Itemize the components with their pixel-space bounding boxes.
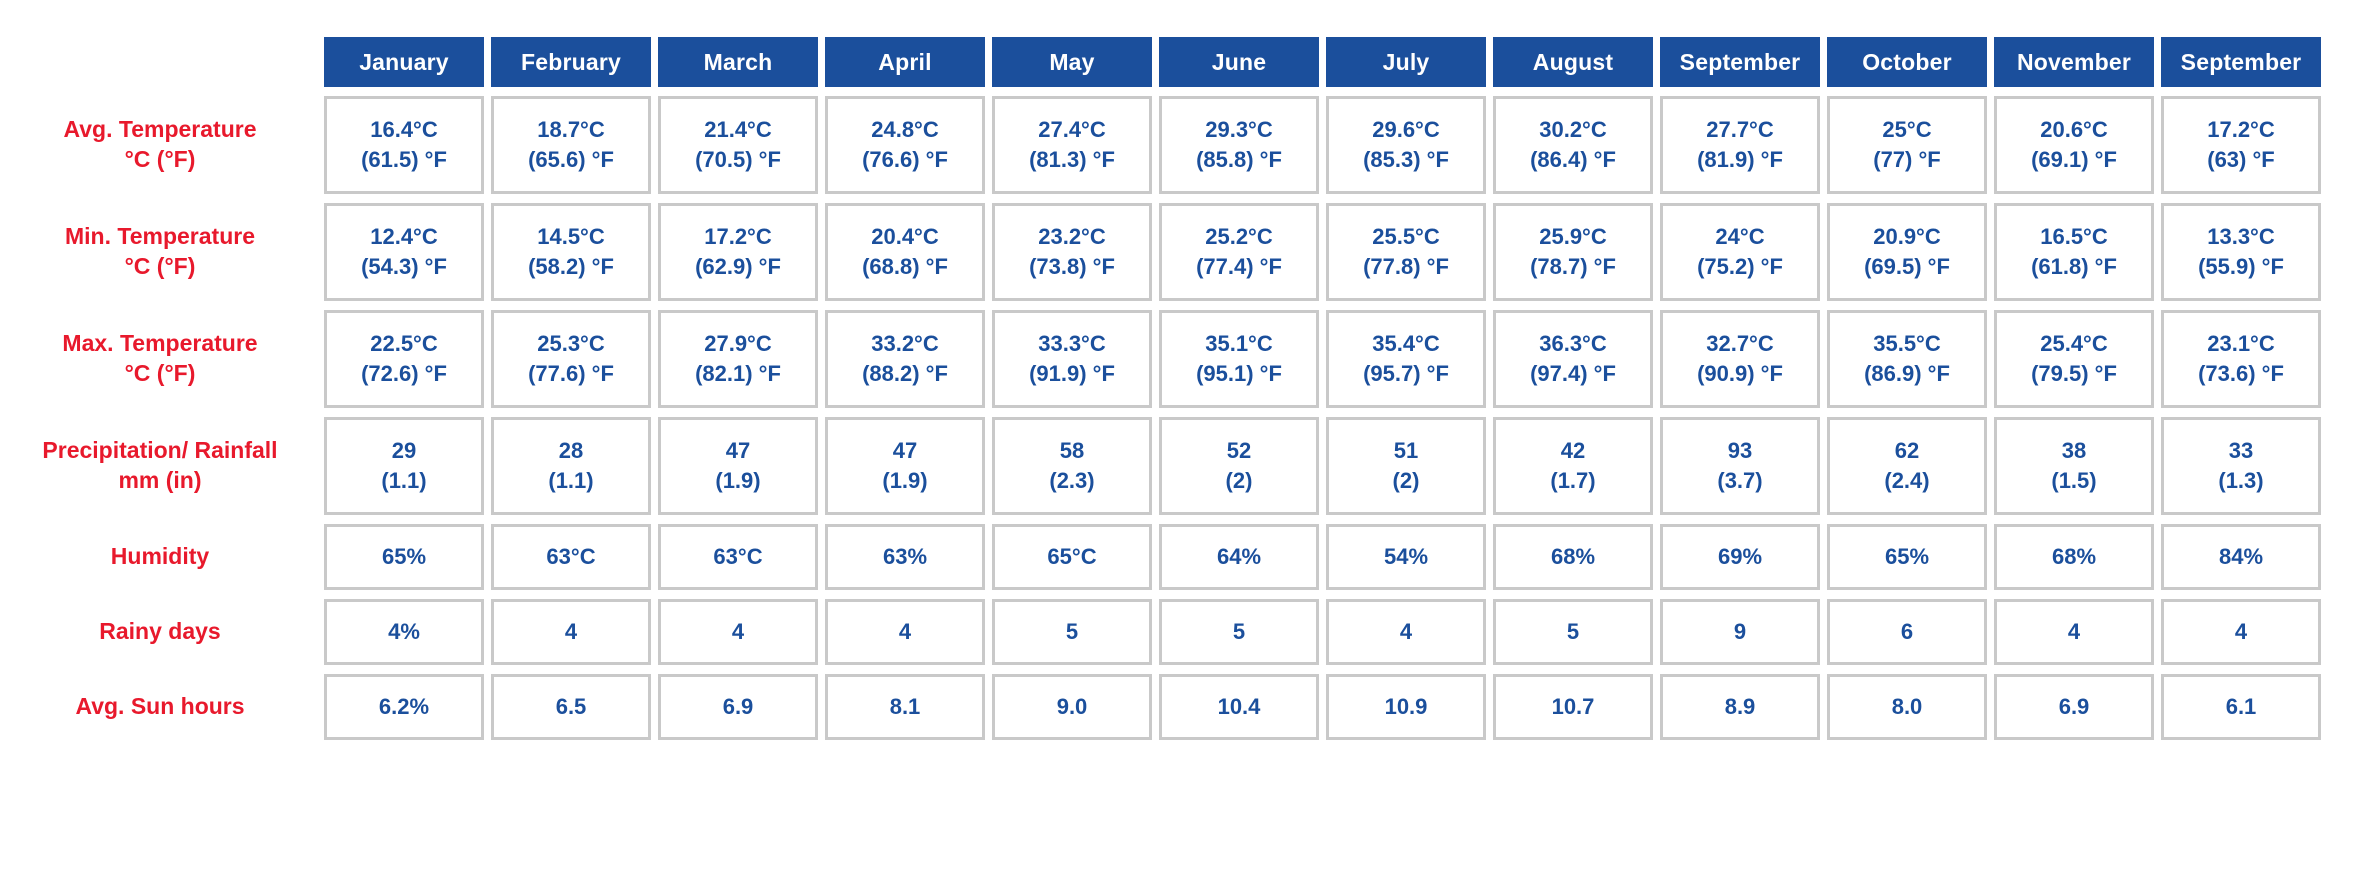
column-header-month: September — [1660, 37, 1820, 87]
data-cell-subvalue: (73.6) °F — [2198, 361, 2284, 386]
data-cell — [2161, 599, 2321, 665]
data-cell-value: 63% — [882, 544, 928, 570]
data-cell-subvalue: (69.1) °F — [2031, 147, 2117, 172]
column-header-month: January — [324, 37, 484, 87]
row-label — [17, 417, 317, 515]
column-header-month: September — [2161, 37, 2321, 87]
data-cell-value: 33.3°C — [1038, 331, 1106, 357]
data-cell — [1326, 674, 1486, 740]
row-label-line1: Avg. Temperature — [63, 116, 257, 143]
data-cell-value: 63°C — [713, 544, 763, 570]
data-cell-value: 20.4°C — [871, 224, 939, 250]
data-cell-subvalue: (78.7) °F — [1530, 254, 1616, 279]
data-cell-value: 35.5°C — [1873, 331, 1941, 357]
data-cell-subvalue: (82.1) °F — [695, 361, 781, 386]
data-cell-value: 47 — [892, 438, 918, 464]
data-cell — [825, 310, 985, 408]
data-cell — [1660, 524, 1820, 590]
data-cell — [491, 310, 651, 408]
column-header-month: July — [1326, 37, 1486, 87]
data-cell — [1326, 96, 1486, 194]
data-cell — [324, 310, 484, 408]
data-cell-value: 38 — [2061, 438, 2087, 464]
data-cell — [324, 96, 484, 194]
data-cell-value: 23.2°C — [1038, 224, 1106, 250]
data-cell-subvalue: (81.3) °F — [1029, 147, 1115, 172]
data-cell — [324, 674, 484, 740]
column-header-month: February — [491, 37, 651, 87]
data-cell — [1827, 417, 1987, 515]
data-cell-value: 4 — [2234, 619, 2248, 645]
data-cell — [1660, 417, 1820, 515]
data-cell-subvalue: (61.8) °F — [2031, 254, 2117, 279]
data-cell — [992, 599, 1152, 665]
data-cell-value: 65% — [1884, 544, 1930, 570]
data-cell-subvalue: (2) — [1225, 468, 1253, 493]
data-cell-value: 52 — [1226, 438, 1252, 464]
data-cell-subvalue: (85.8) °F — [1196, 147, 1282, 172]
data-cell-value: 14.5°C — [537, 224, 605, 250]
data-cell-subvalue: (86.9) °F — [1864, 361, 1950, 386]
data-cell — [658, 310, 818, 408]
data-cell-value: 69% — [1717, 544, 1763, 570]
data-cell — [1159, 203, 1319, 301]
data-cell-value: 51 — [1393, 438, 1419, 464]
data-cell-value: 23.1°C — [2207, 331, 2275, 357]
data-cell-value: 84% — [2218, 544, 2264, 570]
data-cell — [2161, 417, 2321, 515]
data-cell — [1827, 203, 1987, 301]
data-cell-value: 33 — [2228, 438, 2254, 464]
data-cell-subvalue: (97.4) °F — [1530, 361, 1616, 386]
data-cell — [1994, 674, 2154, 740]
row-label-line1: Humidity — [110, 543, 210, 570]
data-cell — [1660, 674, 1820, 740]
data-cell-value: 33.2°C — [871, 331, 939, 357]
data-cell — [658, 203, 818, 301]
data-cell-subvalue: (61.5) °F — [361, 147, 447, 172]
data-cell-subvalue: (1.1) — [548, 468, 594, 493]
data-cell-value: 24.8°C — [871, 117, 939, 143]
data-cell — [1493, 674, 1653, 740]
data-cell-value: 30.2°C — [1539, 117, 1607, 143]
data-cell — [1827, 674, 1987, 740]
data-cell — [1827, 96, 1987, 194]
data-cell-value: 25.3°C — [537, 331, 605, 357]
data-cell-subvalue: (69.5) °F — [1864, 254, 1950, 279]
table-corner-cell — [17, 37, 317, 87]
data-cell-value: 35.4°C — [1372, 331, 1440, 357]
data-cell-subvalue: (77) °F — [1873, 147, 1941, 172]
row-label-line1: Precipitation/ Rainfall — [42, 437, 278, 464]
data-cell-value: 10.4 — [1217, 694, 1261, 720]
climate-table — [10, 28, 2328, 749]
data-cell-subvalue: (2.3) — [1049, 468, 1095, 493]
data-cell-value: 4 — [898, 619, 912, 645]
data-cell-subvalue: (88.2) °F — [862, 361, 948, 386]
data-cell — [1660, 599, 1820, 665]
data-cell — [324, 524, 484, 590]
data-cell-subvalue: (1.9) — [882, 468, 928, 493]
data-cell — [992, 524, 1152, 590]
data-cell — [491, 96, 651, 194]
data-cell-value: 8.9 — [1724, 694, 1756, 720]
data-cell — [491, 417, 651, 515]
data-cell-subvalue: (1.5) — [2051, 468, 2097, 493]
data-cell-value: 4 — [1399, 619, 1413, 645]
data-cell-value: 5 — [1232, 619, 1246, 645]
data-cell-value: 47 — [725, 438, 751, 464]
data-cell — [1159, 674, 1319, 740]
row-label — [17, 599, 317, 665]
data-cell — [825, 524, 985, 590]
data-cell-value: 16.5°C — [2040, 224, 2108, 250]
data-cell-value: 25.4°C — [2040, 331, 2108, 357]
data-cell-value: 6.5 — [555, 694, 587, 720]
data-cell — [1994, 203, 2154, 301]
data-cell — [992, 203, 1152, 301]
data-cell-subvalue: (77.8) °F — [1363, 254, 1449, 279]
data-cell — [491, 203, 651, 301]
data-cell-subvalue: (54.3) °F — [361, 254, 447, 279]
data-cell — [1159, 417, 1319, 515]
data-cell-subvalue: (95.1) °F — [1196, 361, 1282, 386]
data-cell-subvalue: (1.1) — [381, 468, 427, 493]
data-cell-value: 58 — [1059, 438, 1085, 464]
data-cell-value: 54% — [1383, 544, 1429, 570]
data-cell — [825, 203, 985, 301]
data-cell-subvalue: (95.7) °F — [1363, 361, 1449, 386]
data-cell — [825, 674, 985, 740]
data-cell-subvalue: (85.3) °F — [1363, 147, 1449, 172]
data-cell-value: 16.4°C — [370, 117, 438, 143]
data-cell — [2161, 310, 2321, 408]
data-cell-value: 29.3°C — [1205, 117, 1273, 143]
data-cell — [491, 674, 651, 740]
data-cell-value: 6 — [1900, 619, 1914, 645]
data-cell-value: 8.0 — [1891, 694, 1923, 720]
data-cell-subvalue: (75.2) °F — [1697, 254, 1783, 279]
data-cell-value: 5 — [1566, 619, 1580, 645]
data-cell-subvalue: (70.5) °F — [695, 147, 781, 172]
data-cell — [992, 417, 1152, 515]
data-cell — [1493, 524, 1653, 590]
data-cell-value: 65% — [381, 544, 427, 570]
data-cell-value: 27.9°C — [704, 331, 772, 357]
data-cell — [1493, 203, 1653, 301]
data-cell-value: 9.0 — [1056, 694, 1088, 720]
data-cell-value: 62 — [1894, 438, 1920, 464]
data-cell — [1493, 599, 1653, 665]
table-row — [17, 674, 2321, 740]
data-cell-value: 4 — [564, 619, 578, 645]
data-cell-value: 6.2% — [378, 694, 430, 720]
data-cell — [825, 96, 985, 194]
data-cell-value: 65°C — [1047, 544, 1097, 570]
row-label — [17, 674, 317, 740]
row-label-line2: °C (°F) — [124, 360, 196, 386]
data-cell — [658, 599, 818, 665]
data-cell-subvalue: (77.6) °F — [528, 361, 614, 386]
data-cell-value: 64% — [1216, 544, 1262, 570]
table-body — [17, 96, 2321, 740]
data-cell-value: 6.9 — [2058, 694, 2090, 720]
data-cell — [324, 599, 484, 665]
data-cell-value: 93 — [1727, 438, 1753, 464]
table-row — [17, 310, 2321, 408]
data-cell — [2161, 674, 2321, 740]
data-cell-subvalue: (86.4) °F — [1530, 147, 1616, 172]
data-cell — [1660, 203, 1820, 301]
data-cell-value: 4 — [731, 619, 745, 645]
data-cell — [1159, 599, 1319, 665]
data-cell-value: 27.4°C — [1038, 117, 1106, 143]
data-cell-value: 36.3°C — [1539, 331, 1607, 357]
data-cell — [491, 599, 651, 665]
data-cell-subvalue: (63) °F — [2207, 147, 2275, 172]
data-cell — [1994, 599, 2154, 665]
row-label-line1: Max. Temperature — [62, 330, 258, 357]
data-cell — [1994, 96, 2154, 194]
data-cell-subvalue: (55.9) °F — [2198, 254, 2284, 279]
data-cell-value: 63°C — [546, 544, 596, 570]
data-cell-value: 9 — [1733, 619, 1747, 645]
data-cell-value: 4% — [388, 619, 420, 645]
data-cell-subvalue: (58.2) °F — [528, 254, 614, 279]
data-cell — [825, 417, 985, 515]
column-header-month: April — [825, 37, 985, 87]
data-cell-value: 13.3°C — [2207, 224, 2275, 250]
data-cell-value: 24°C — [1715, 224, 1765, 250]
data-cell-value: 21.4°C — [704, 117, 772, 143]
data-cell — [658, 417, 818, 515]
table-row — [17, 524, 2321, 590]
row-label-line1: Min. Temperature — [65, 223, 255, 250]
data-cell-value: 18.7°C — [537, 117, 605, 143]
data-cell — [658, 674, 818, 740]
data-cell — [1326, 203, 1486, 301]
data-cell-value: 4 — [2067, 619, 2081, 645]
data-cell — [324, 203, 484, 301]
data-cell-subvalue: (81.9) °F — [1697, 147, 1783, 172]
data-cell-value: 17.2°C — [2207, 117, 2275, 143]
column-header-month: June — [1159, 37, 1319, 87]
data-cell-subvalue: (73.8) °F — [1029, 254, 1115, 279]
data-cell-subvalue: (68.8) °F — [862, 254, 948, 279]
data-cell-value: 42 — [1560, 438, 1586, 464]
row-label — [17, 524, 317, 590]
data-cell-value: 32.7°C — [1706, 331, 1774, 357]
data-cell-subvalue: (65.6) °F — [528, 147, 614, 172]
table-row — [17, 203, 2321, 301]
data-cell-value: 27.7°C — [1706, 117, 1774, 143]
data-cell — [1994, 310, 2154, 408]
data-cell — [491, 524, 651, 590]
data-cell-value: 5 — [1065, 619, 1079, 645]
data-cell-value: 29 — [391, 438, 417, 464]
data-cell — [1660, 96, 1820, 194]
column-header-month: May — [992, 37, 1152, 87]
data-cell — [1493, 96, 1653, 194]
data-cell-subvalue: (77.4) °F — [1196, 254, 1282, 279]
data-cell — [1326, 599, 1486, 665]
data-cell-value: 29.6°C — [1372, 117, 1440, 143]
data-cell — [1827, 599, 1987, 665]
data-cell — [992, 674, 1152, 740]
row-label — [17, 96, 317, 194]
data-cell-subvalue: (72.6) °F — [361, 361, 447, 386]
data-cell — [658, 96, 818, 194]
data-cell-value: 25.2°C — [1205, 224, 1273, 250]
data-cell-value: 10.9 — [1384, 694, 1428, 720]
data-cell — [1994, 524, 2154, 590]
row-label-line2: °C (°F) — [124, 146, 196, 172]
table-row — [17, 96, 2321, 194]
data-cell — [1994, 417, 2154, 515]
data-cell — [992, 96, 1152, 194]
column-header-month: March — [658, 37, 818, 87]
data-cell-value: 25.9°C — [1539, 224, 1607, 250]
data-cell-subvalue: (79.5) °F — [2031, 361, 2117, 386]
data-cell-subvalue: (1.3) — [2218, 468, 2264, 493]
data-cell — [658, 524, 818, 590]
data-cell — [1493, 310, 1653, 408]
data-cell-value: 68% — [1550, 544, 1596, 570]
data-cell-value: 17.2°C — [704, 224, 772, 250]
data-cell — [992, 310, 1152, 408]
data-cell-subvalue: (91.9) °F — [1029, 361, 1115, 386]
row-label — [17, 310, 317, 408]
data-cell-subvalue: (2.4) — [1884, 468, 1930, 493]
data-cell — [2161, 203, 2321, 301]
row-label-line1: Rainy days — [99, 618, 221, 645]
data-cell-value: 6.1 — [2225, 694, 2257, 720]
table-row — [17, 417, 2321, 515]
data-cell — [1827, 524, 1987, 590]
column-header-month: August — [1493, 37, 1653, 87]
data-cell-value: 20.6°C — [2040, 117, 2108, 143]
data-cell-value: 25°C — [1882, 117, 1932, 143]
data-cell — [1493, 417, 1653, 515]
data-cell — [1827, 310, 1987, 408]
table-header-row — [17, 37, 2321, 87]
data-cell-value: 68% — [2051, 544, 2097, 570]
table-row — [17, 599, 2321, 665]
row-label-line2: °C (°F) — [124, 253, 196, 279]
data-cell-value: 20.9°C — [1873, 224, 1941, 250]
data-cell — [1326, 524, 1486, 590]
column-header-month: November — [1994, 37, 2154, 87]
data-cell — [2161, 524, 2321, 590]
column-header-month: October — [1827, 37, 1987, 87]
data-cell — [1326, 310, 1486, 408]
data-cell-subvalue: (90.9) °F — [1697, 361, 1783, 386]
data-cell — [1159, 310, 1319, 408]
data-cell-value: 10.7 — [1551, 694, 1595, 720]
data-cell — [2161, 96, 2321, 194]
data-cell — [324, 417, 484, 515]
data-cell — [1326, 417, 1486, 515]
data-cell-value: 35.1°C — [1205, 331, 1273, 357]
data-cell-subvalue: (1.9) — [715, 468, 761, 493]
data-cell-subvalue: (62.9) °F — [695, 254, 781, 279]
row-label — [17, 203, 317, 301]
data-cell-value: 25.5°C — [1372, 224, 1440, 250]
data-cell-subvalue: (3.7) — [1717, 468, 1763, 493]
data-cell-value: 28 — [558, 438, 584, 464]
data-cell-value: 22.5°C — [370, 331, 438, 357]
data-cell — [1159, 96, 1319, 194]
row-label-line2: mm (in) — [118, 467, 202, 493]
data-cell — [1660, 310, 1820, 408]
data-cell-subvalue: (1.7) — [1550, 468, 1596, 493]
table-header — [17, 37, 2321, 87]
data-cell-value: 12.4°C — [370, 224, 438, 250]
data-cell-subvalue: (2) — [1392, 468, 1420, 493]
data-cell-value: 6.9 — [722, 694, 754, 720]
data-cell — [825, 599, 985, 665]
data-cell-value: 8.1 — [889, 694, 921, 720]
data-cell-subvalue: (76.6) °F — [862, 147, 948, 172]
row-label-line1: Avg. Sun hours — [75, 693, 245, 720]
data-cell — [1159, 524, 1319, 590]
